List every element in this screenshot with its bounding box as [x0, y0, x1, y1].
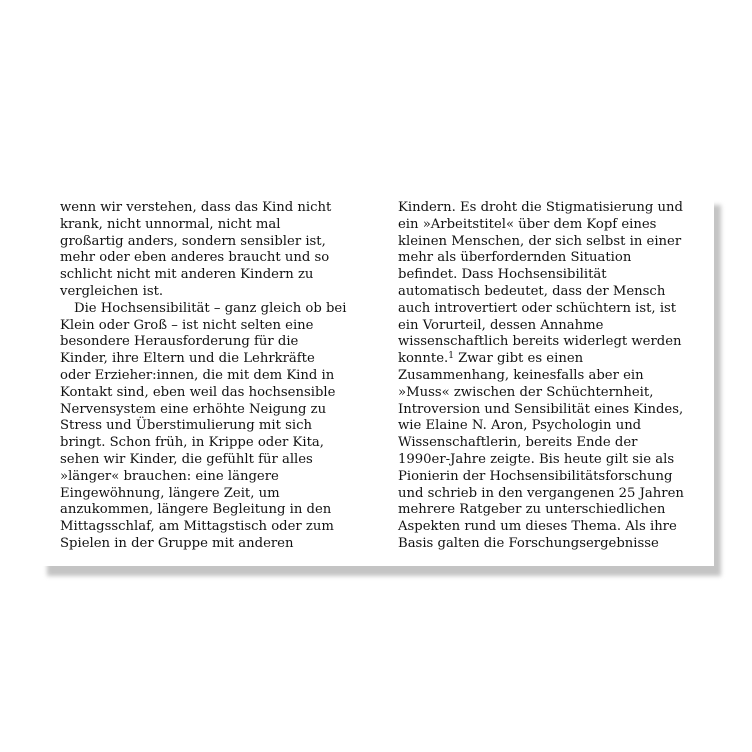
text-line: ein Vorurteil, dessen Annahme: [398, 317, 604, 333]
text-line: Eingewöhnung, längere Zeit, um: [60, 485, 280, 501]
text-line: anzukommen, längere Begleitung in den: [60, 502, 332, 518]
text-line: oder Erzieher:innen, die mit dem Kind in: [60, 367, 335, 383]
text-line: Zusammenhang, keinesfalls aber ein: [398, 367, 644, 383]
text-line: Kindern. Es droht die Stigmatisierung und: [398, 200, 683, 215]
text-line: Basis galten die Forschungsergebnisse: [398, 535, 659, 551]
text-segment: konnte.: [398, 351, 449, 367]
text-line: Kinder, ihre Eltern und die Lehrkräfte: [60, 351, 315, 367]
text-line: ein »Arbeitstitel« über dem Kopf eines: [398, 216, 657, 232]
text-line: mehrere Ratgeber zu unterschiedlichen: [398, 502, 666, 518]
text-line: Pionierin der Hochsensibilitätsforschung: [398, 468, 673, 484]
book-spread: [40, 195, 714, 566]
text-line: mehr oder eben anderes braucht und so: [60, 250, 330, 266]
text-line: befindet. Dass Hochsensibilität: [398, 267, 607, 283]
text-line: Introversion und Sensibilität eines Kindes,: [398, 401, 684, 417]
text-line: Spielen in der Gruppe mit anderen: [60, 535, 294, 551]
text-line: Nervensystem eine erhöhte Neigung zu: [60, 401, 327, 417]
text-line: auch introvertiert oder schüchtern ist, ist: [398, 300, 677, 316]
text-segment: Zwar gibt es einen: [453, 351, 584, 367]
text-line: Klein oder Groß – ist nicht selten eine: [60, 317, 314, 333]
left-page: [60, 200, 346, 553]
text-line: Stress und Überstimulierung mit sich: [60, 418, 312, 434]
text-line: Aspekten rund um dieses Thema. Als ihre: [398, 519, 677, 535]
text-line: 1990er-Jahre zeigte. Bis heute gilt sie als: [398, 451, 675, 467]
text-line: wenn wir verstehen, dass das Kind nicht: [60, 200, 332, 215]
text-line: Kontakt sind, eben weil das hochsensible: [60, 384, 336, 400]
text-line: vergleichen ist.: [60, 283, 164, 299]
text-line-with-footnote: [398, 351, 684, 368]
text-line: mehr als überfordernden Situation: [398, 250, 632, 266]
text-line: Die Hochsensibilität – ganz gleich ob bei: [74, 300, 347, 316]
text-line: »länger« brauchen: eine längere: [60, 468, 279, 484]
text-line: und schrieb in den vergangenen 25 Jahren: [398, 485, 684, 501]
text-line: wie Elaine N. Aron, Psychologin und: [398, 418, 642, 434]
text-line: besondere Herausforderung für die: [60, 334, 299, 350]
text-line: wissenschaftlich bereits widerlegt werden: [398, 334, 682, 350]
footnote-marker: 1: [448, 351, 454, 362]
text-line: kleinen Menschen, der sich selbst in einer: [398, 233, 682, 249]
text-line: »Muss« zwischen der Schüchternheit,: [398, 384, 654, 400]
text-line: Mittagsschlaf, am Mittagstisch oder zum: [60, 519, 334, 535]
text-line: sehen wir Kinder, die gefühlt für alles: [60, 451, 313, 467]
text-line: bringt. Schon früh, in Krippe oder Kita,: [60, 435, 324, 451]
text-line: schlicht nicht mit anderen Kindern zu: [60, 267, 314, 283]
text-line: Wissenschaftlerin, bereits Ende der: [398, 435, 638, 451]
text-line: großartig anders, sondern sensibler ist,: [60, 233, 326, 249]
right-page: [398, 200, 684, 553]
text-line: automatisch bedeutet, dass der Mensch: [398, 283, 666, 299]
text-line: krank, nicht unnormal, nicht mal: [60, 216, 281, 232]
